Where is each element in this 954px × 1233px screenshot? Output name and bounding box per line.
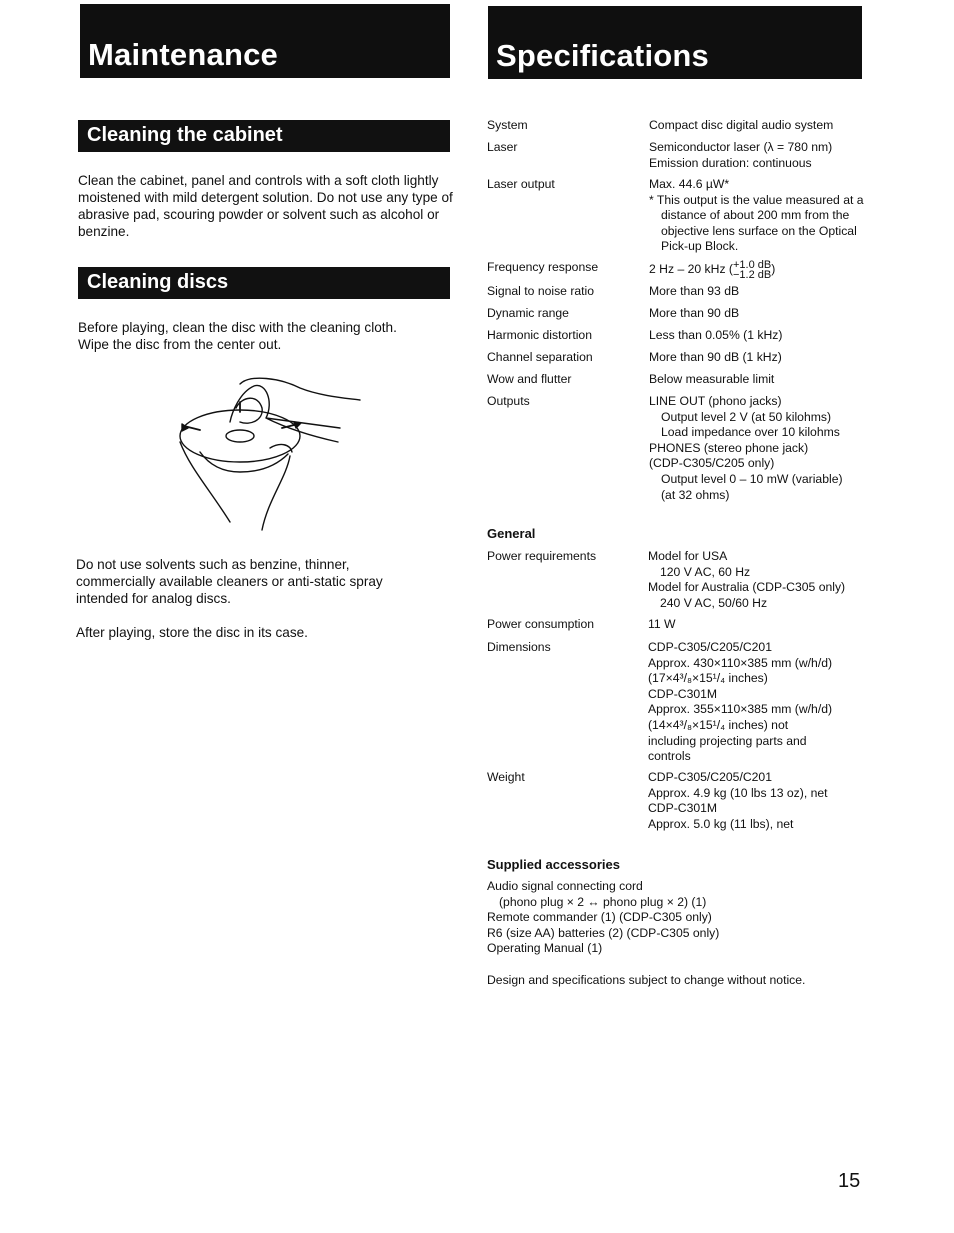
spec-value: Approx. 430×110×385 mm (w/h/d) (648, 655, 833, 670)
specifications-table: System Compact disc digital audio system Laser Semiconductor laser (λ = 780 nm) Emission duration: continuous Laser output Max. 44.6 µW* * This output is the value measured at a distance of about 200 mm from the objective lens surface on the Optical Pick-up Block. Frequency response 2 Hz – 20 kHz ( +1.0 dB −1.2 dB ) Signal to noise ratio More than 93 dB Dynamic range More than 90 dB Harmonic distortion Less than 0.05% (1 kHz) Channel separation More than 90 dB (1 kHz) Wow and flutter Below measurable limit Outputs LINE OUT (phono jacks) Output level 2 V (at 50 kilohms) Load impedance over 10 kilohms PHONES (stereo phone jack) (CDP-C305/C205 only) Output level 0 – 10 mW (variable) (at 32 ohms) General Power requirements Model for USA 120 V AC, 60 Hz Model for Australia (CDP-C305 only) 240 V AC, 50/60 Hz Power consumption 11 W Dimensions CDP-C305/C205/C201 Approx. 430×110×385 mm (w/h/d) (17×4³/₈×15¹/₄ inches) CDP-C301M Approx. 355×110×385 mm (w/h/d) (14×4³/₈×15¹/₄ inches) not including projecting parts and controls Weight CDP-C305/C205/C201 Approx. 4.9 kg (10 lbs 13 oz), net CDP-C301M Approx. 5.0 kg (11 lbs), net (487, 118, 877, 838)
supplied-accessories-list (487, 879, 719, 957)
spec-label: Signal to noise ratio (487, 284, 595, 298)
spec-value: Emission duration: continuous (649, 155, 812, 170)
list-item: Audio signal connecting cord (487, 879, 643, 893)
spec-value: CDP-C301M (648, 686, 718, 701)
spec-value: Model for USA (648, 549, 728, 563)
spec-label: Laser (487, 140, 518, 154)
spec-label: Power consumption (487, 617, 595, 631)
disc-cleaning-illustration (170, 372, 370, 532)
spec-label: Outputs (487, 394, 530, 408)
spec-value: LINE OUT (phono jacks) (649, 394, 782, 408)
spec-label: Harmonic distortion (487, 328, 592, 342)
spec-value: More than 90 dB (649, 306, 740, 320)
spec-value: Max. 44.6 µW* (649, 177, 730, 191)
spec-value: (at 32 ohms) (661, 487, 730, 502)
cleaning-cabinet-heading: Cleaning the cabinet (87, 124, 283, 146)
spec-value: 11 W (648, 617, 676, 631)
spec-label: Power requirements (487, 549, 597, 563)
laser-output-note: * This output is the value measured at a distance of about 200 mm from the objective lens surface on the Optical Pick-up Block. (649, 192, 864, 254)
spec-label: Dimensions (487, 640, 551, 654)
holding-hand (180, 442, 290, 530)
maintenance-banner (80, 4, 450, 78)
spec-value: Load impedance over 10 kilohms (661, 425, 840, 440)
spec-label: Dynamic range (487, 306, 569, 320)
spec-value: CDP-C301M (648, 801, 718, 816)
spec-value: controls (648, 749, 691, 764)
spec-label: System (487, 118, 528, 132)
cleaning-cabinet-text: Clean the cabinet, panel and controls with a soft cloth lightly moistened with mild detergent solution. Do not use any type of abrasive pad, scouring powder or solvent such as alcohol or benzine. (78, 173, 453, 239)
spec-change-notice: Design and specifications subject to change without notice. (487, 973, 806, 987)
specifications-banner (488, 6, 862, 79)
tolerance-minus: −1.2 dB (733, 269, 772, 281)
spec-value: (17×4³/₈×15¹/₄ inches) (648, 671, 768, 686)
spec-value: Compact disc digital audio system (649, 118, 834, 132)
list-item: (phono plug × 2 ↔ phono plug × 2) (1) (499, 894, 707, 909)
spec-value: Output level 2 V (at 50 kilohms) (661, 409, 832, 424)
spec-label: Frequency response (487, 260, 599, 274)
disc-shape (180, 410, 300, 462)
spec-value: Approx. 4.9 kg (10 lbs 13 oz), net (648, 785, 828, 800)
general-heading: General (487, 526, 536, 541)
cleaning-discs-text: Before playing, clean the disc with the cleaning cloth. Wipe the disc from the center out. (78, 320, 397, 352)
list-item: Operating Manual (1) (487, 941, 603, 956)
spec-value: Below measurable limit (649, 372, 775, 386)
spec-value: CDP-C305/C205/C201 (648, 770, 772, 784)
spec-value: Semiconductor laser (λ = 780 nm) (649, 140, 833, 154)
cleaning-cabinet-banner (78, 120, 450, 152)
solvent-warning-text: Do not use solvents such as benzine, thinner, commercially available cleaners or anti-static spray intended for analog discs. (76, 557, 383, 606)
spec-value: Model for Australia (CDP-C305 only) (648, 580, 846, 595)
spec-value: CDP-C305/C205/C201 (648, 640, 772, 654)
spec-value: (CDP-C305/C205 only) (649, 456, 775, 471)
spec-value: 2 Hz – 20 kHz (649, 262, 726, 277)
spec-value: 120 V AC, 60 Hz (660, 564, 751, 579)
spec-label: Weight (487, 770, 525, 784)
supplied-accessories-heading: Supplied accessories (487, 857, 620, 872)
spec-label: Wow and flutter (487, 372, 572, 386)
spec-label: Laser output (487, 177, 555, 191)
specifications-title: Specifications (496, 38, 709, 73)
tolerance-plus: +1.0 dB (733, 259, 772, 271)
list-item: R6 (size AA) batteries (2) (CDP-C305 only) (487, 925, 720, 940)
spec-value: (14×4³/₈×15¹/₄ inches) not (648, 717, 789, 732)
store-disc-text: After playing, store the disc in its case. (76, 625, 308, 640)
maintenance-title: Maintenance (88, 37, 278, 72)
spec-value: Output level 0 – 10 mW (variable) (661, 471, 843, 486)
spec-label: Channel separation (487, 350, 593, 364)
spec-value: Approx. 355×110×385 mm (w/h/d) (648, 702, 833, 717)
spec-value: PHONES (stereo phone jack) (649, 440, 809, 455)
spec-value: More than 93 dB (649, 284, 740, 298)
page-number: 15 (838, 1170, 861, 1192)
spec-value: including projecting parts and (648, 733, 807, 748)
list-item: Remote commander (1) (CDP-C305 only) (487, 910, 712, 925)
spec-value: 240 V AC, 50/60 Hz (660, 595, 768, 610)
cleaning-discs-banner (78, 267, 450, 299)
spec-value: Approx. 5.0 kg (11 lbs), net (648, 816, 794, 831)
cleaning-discs-heading: Cleaning discs (87, 271, 229, 293)
spec-value: Less than 0.05% (1 kHz) (649, 328, 783, 342)
spec-value: More than 90 dB (1 kHz) (649, 350, 782, 364)
